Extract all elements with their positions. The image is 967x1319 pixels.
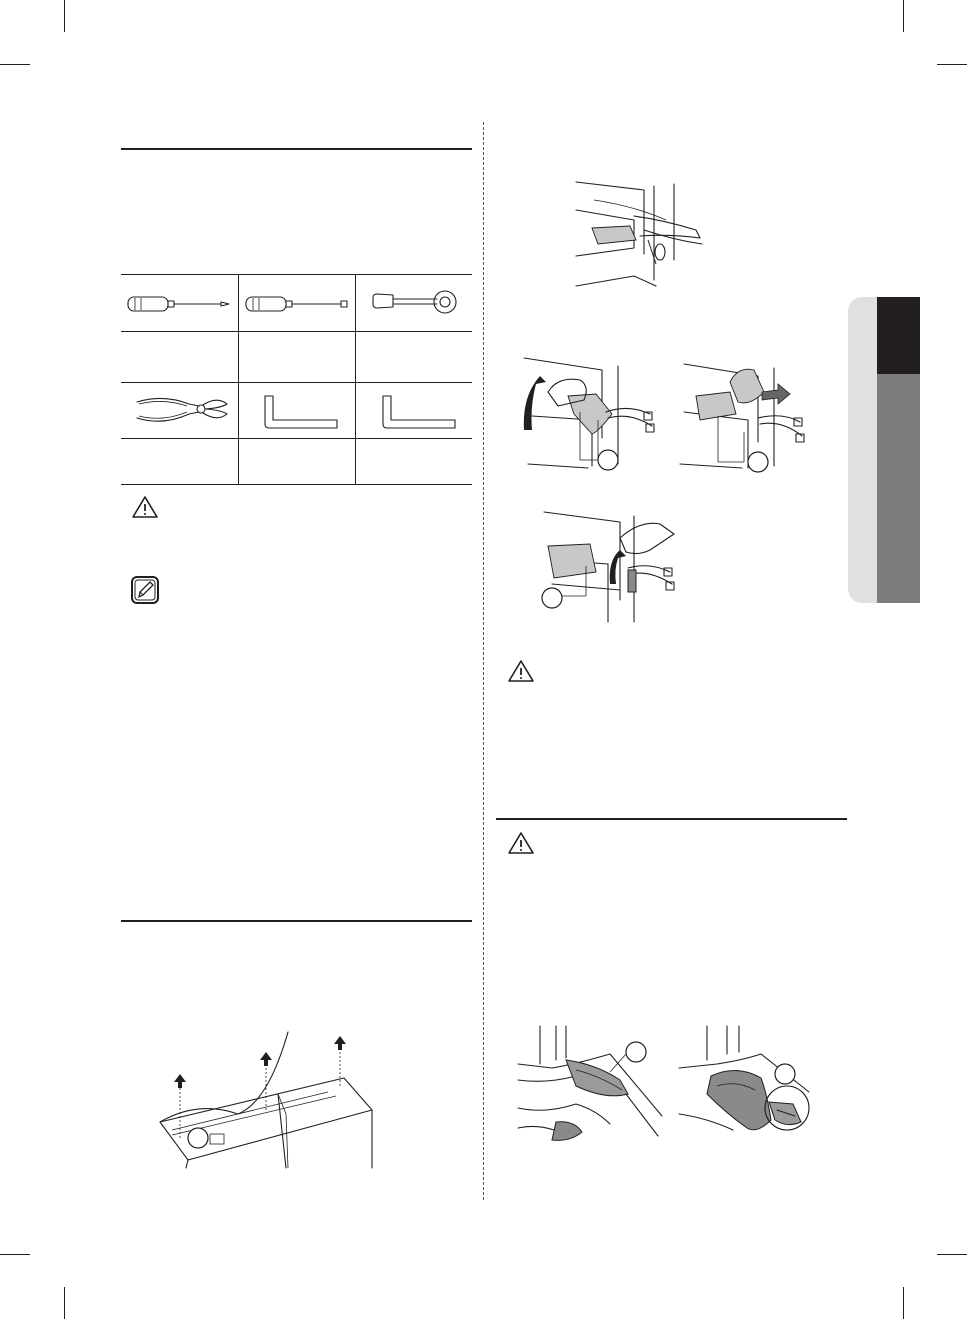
- hinge-slide-illustration: [678, 362, 810, 474]
- warning-triangle-icon: [507, 659, 535, 683]
- table-rule: [355, 274, 356, 485]
- table-rule: [121, 331, 472, 332]
- warning-triangle-icon: [507, 831, 535, 855]
- column-divider: [483, 122, 484, 1200]
- crop-mark: [0, 64, 30, 65]
- flat-head-screwdriver-icon: [245, 294, 349, 314]
- hinge-remove-illustration: [530, 510, 688, 626]
- hex-wrench-icon: [379, 394, 459, 432]
- warning-triangle-icon: [131, 495, 159, 519]
- section-rule: [121, 148, 472, 150]
- hex-wrench-icon: [261, 394, 341, 432]
- tools-table: [121, 274, 472, 485]
- table-rule: [121, 274, 472, 275]
- phillips-screwdriver-icon: [127, 294, 231, 314]
- leg-cover-detail-illustration: [677, 1024, 811, 1140]
- crop-mark: [903, 0, 904, 32]
- crop-mark: [64, 0, 65, 32]
- side-tab-gray: [877, 374, 920, 603]
- side-tab-light: [848, 297, 877, 603]
- top-cover-screws-illustration: [158, 1022, 378, 1170]
- note-pencil-icon: [130, 575, 160, 605]
- crop-mark: [937, 64, 967, 65]
- crop-mark: [0, 1254, 30, 1255]
- socket-wrench-icon: [371, 290, 461, 316]
- table-rule: [121, 484, 472, 485]
- hinge-lift-illustration: [518, 356, 660, 472]
- leg-cover-remove-illustration: [516, 1024, 666, 1146]
- table-rule: [238, 274, 239, 485]
- section-rule: [121, 920, 472, 922]
- side-tab-dark: [877, 297, 920, 374]
- crop-mark: [64, 1287, 65, 1319]
- table-rule: [121, 382, 472, 383]
- crop-mark: [903, 1287, 904, 1319]
- disconnect-wires-illustration: [574, 180, 706, 288]
- crop-mark: [937, 1254, 967, 1255]
- section-rule: [496, 818, 847, 820]
- table-rule: [121, 438, 472, 439]
- pliers-icon: [133, 392, 229, 428]
